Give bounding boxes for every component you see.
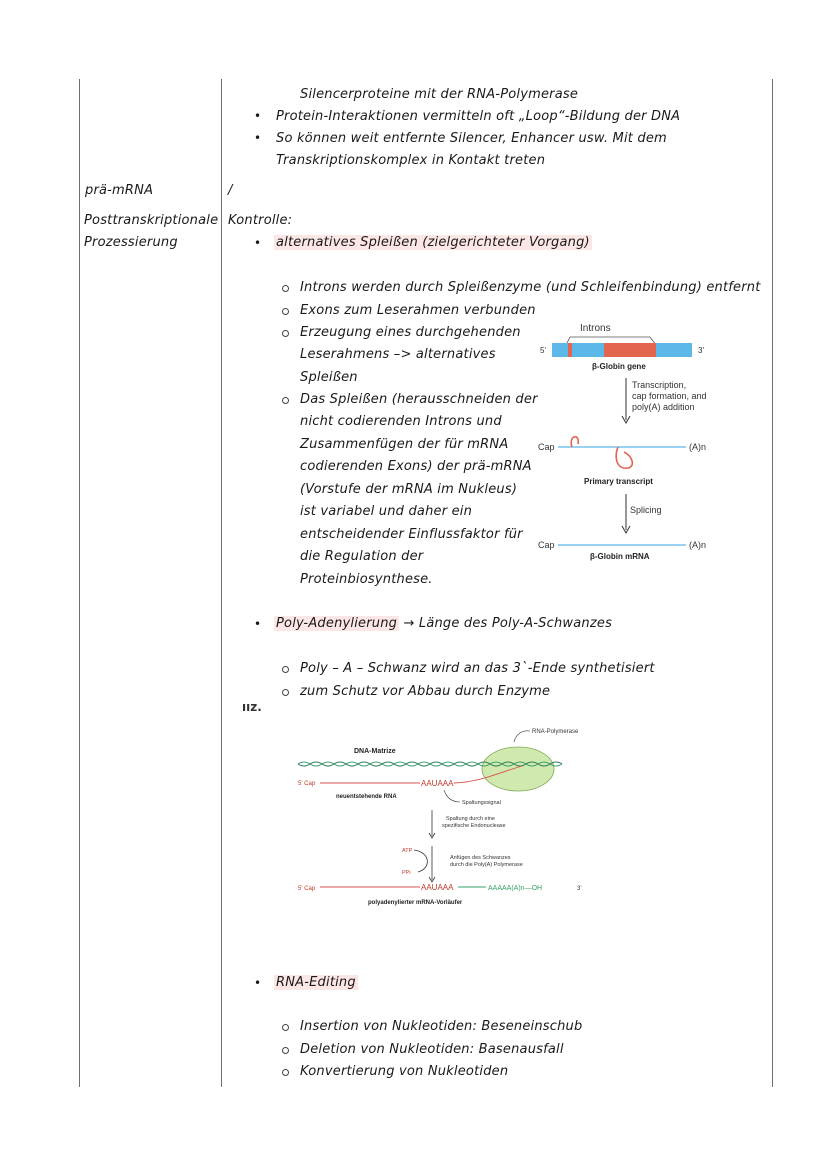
splicing-diagram — [532, 318, 732, 568]
dna-label: DNA-Matrize — [354, 748, 396, 755]
aauaaa-seq: AAUAAA — [421, 779, 454, 788]
list-item-cont: entscheidender Einflussfaktor für — [300, 527, 523, 542]
intron-loop-1 — [571, 437, 578, 447]
list-item: Das Spleißen (herausschneiden der — [300, 392, 538, 407]
list-item-cont: codierenden Exons) der prä-mRNA — [300, 459, 532, 474]
section-title-rna-editing: RNA-Editing — [276, 975, 356, 990]
primary-transcript-label: Primary transcript — [584, 477, 653, 486]
list-item: Erzeugung eines durchgehenden — [300, 325, 521, 340]
sub-bullet — [282, 330, 289, 337]
five-prime-label: 5' — [540, 346, 546, 355]
row-label-post-2: Prozessierung — [84, 235, 178, 250]
cropped-fragment: ıız. — [242, 700, 262, 714]
sub-bullet — [282, 1024, 289, 1031]
table-border-left — [79, 79, 80, 1087]
row-heading: Kontrolle: — [228, 213, 293, 228]
five-cap-label: 5' Cap — [298, 781, 316, 787]
cap-label-2: Cap — [538, 540, 555, 550]
three-prime-label-2: 3' — [577, 886, 582, 892]
step2-label: Splicing — [630, 505, 662, 515]
sub-bullet — [282, 1069, 289, 1076]
polymerase-pointer — [514, 731, 530, 742]
bullet-dot: • — [254, 109, 262, 123]
add-label-1: Anfügen des Schwanzes — [450, 855, 511, 861]
section-title-polya-suffix: → Länge des Poly-A-Schwanzes — [403, 616, 613, 631]
arrow-add — [414, 850, 427, 872]
signal-pointer — [444, 790, 460, 802]
polymerase-label: RNA-Polymerase — [532, 729, 579, 735]
sub-bullet — [282, 1047, 289, 1054]
polyadenylation-diagram — [290, 722, 610, 912]
table-border-middle — [221, 79, 222, 1087]
bullet-text-cont: Transkriptionskomplex in Kontakt treten — [276, 153, 546, 168]
add-label-2: durch die Poly(A) Polymerase — [450, 862, 523, 868]
section-title-polya-row — [274, 616, 612, 631]
list-item-cont: Proteinbiosynthese. — [300, 572, 433, 587]
gene-label: β-Globin gene — [592, 362, 646, 371]
list-item: Introns werden durch Spleißenzyme (und Schleifenbindung) entfernt — [300, 280, 761, 295]
bullet-text: Protein-Interaktionen vermitteln oft „Loop“-Bildung der DNA — [276, 109, 681, 124]
product-label: polyadenylierter mRNA-Vorläufer — [368, 900, 463, 906]
ppi-label: PPi — [402, 870, 411, 876]
list-item-cont: Spleißen — [300, 370, 358, 385]
list-item: Exons zum Leserahmen verbunden — [300, 303, 536, 318]
polya-tail-seq: AAAAA(A)n—OH — [488, 885, 543, 892]
continuation-line: Silencerproteine mit der RNA-Polymerase — [300, 87, 579, 102]
exon-1 — [552, 343, 568, 357]
bullet-dot: • — [254, 131, 262, 145]
bullet-dot: • — [254, 976, 262, 990]
list-item: Insertion von Nukleotiden: Beseneinschub — [300, 1019, 583, 1034]
row-label-pre-mrna: prä-mRNA — [85, 183, 154, 198]
cap-label: Cap — [538, 442, 555, 452]
polymerase-body — [482, 747, 554, 791]
row-value-pre-mrna: / — [228, 183, 233, 198]
sub-bullet — [282, 285, 289, 292]
list-item: Deletion von Nukleotiden: Basenausfall — [300, 1042, 564, 1057]
section-title-polya: Poly-Adenylierung — [276, 616, 398, 631]
new-rna-label: neuentstehende RNA — [336, 794, 397, 800]
list-item: Poly – A – Schwanz wird an das 3`-Ende synthetisiert — [300, 661, 655, 676]
cut-label-1: Spaltung durch eine — [446, 816, 495, 822]
step1-label-3: poly(A) addition — [632, 402, 695, 412]
introns-label: Introns — [580, 323, 611, 334]
sub-bullet — [282, 308, 289, 315]
intron-1 — [568, 343, 572, 357]
list-item-cont: die Regulation der — [300, 549, 424, 564]
list-item-cont: nicht codierenden Introns und — [300, 414, 502, 429]
three-prime-label: 3' — [698, 346, 704, 355]
cut-label-2: spezifische Endonuclease — [442, 823, 506, 829]
sub-bullet — [282, 666, 289, 673]
five-cap-label-2: 5' Cap — [298, 886, 316, 892]
row-label-post: Posttranskriptionale — [84, 213, 219, 228]
mrna-label: β-Globin mRNA — [590, 552, 650, 561]
signal-label: Spaltungssignal — [462, 800, 501, 806]
bullet-text: So können weit entfernte Silencer, Enhancer usw. Mit dem — [276, 131, 667, 146]
tail-label: (A)n — [689, 442, 707, 452]
list-item: Konvertierung von Nukleotiden — [300, 1064, 509, 1079]
exon-2 — [572, 343, 604, 357]
atp-label: ATP — [402, 848, 413, 854]
list-item-cont: (Vorstufe der mRNA im Nukleus) — [300, 482, 518, 497]
aauaaa-seq-2: AAUAAA — [421, 883, 454, 892]
bullet-dot: • — [254, 236, 262, 250]
list-item-cont: Zusammenfügen der für mRNA — [300, 437, 509, 452]
list-item-cont: Leserahmens –> alternatives — [300, 347, 496, 362]
list-item-cont: ist variabel und daher ein — [300, 504, 473, 519]
step1-label-2: cap formation, and — [632, 391, 707, 401]
sub-bullet — [282, 689, 289, 696]
sub-bullet — [282, 397, 289, 404]
tail-label-2: (A)n — [689, 540, 707, 550]
exon-3 — [656, 343, 692, 357]
step1-label-1: Transcription, — [632, 380, 687, 390]
intron-loop-2 — [616, 447, 632, 468]
list-item: zum Schutz vor Abbau durch Enzyme — [300, 684, 551, 699]
bullet-dot: • — [254, 617, 262, 631]
section-title-splicing: alternatives Spleißen (zielgerichteter Vorgang) — [276, 235, 590, 250]
intron-2 — [604, 343, 656, 357]
table-border-right — [772, 79, 773, 1087]
